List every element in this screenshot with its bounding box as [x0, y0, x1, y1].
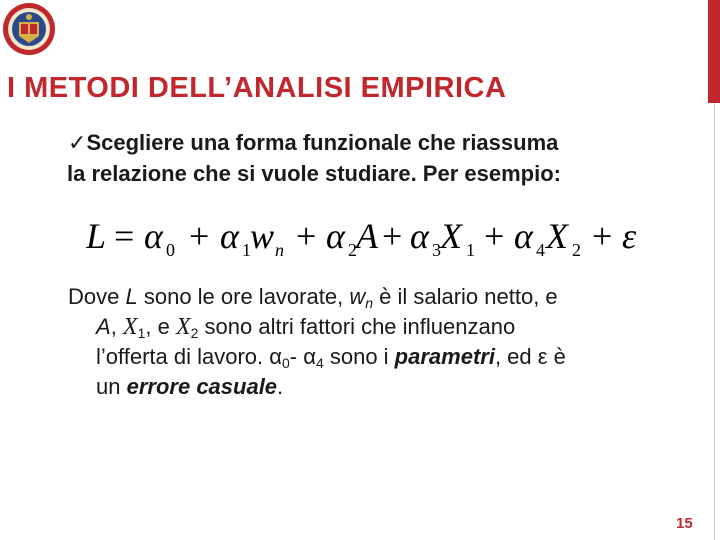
formula-equals: = — [114, 216, 135, 256]
paragraph-line-1: Dove L sono le ore lavorate, $w_n$ è il salario netto, e — [68, 284, 558, 311]
formula-w-sub: n — [275, 240, 284, 260]
formula-plus-3: + — [382, 216, 403, 256]
checkmark-icon: ✓ — [68, 130, 87, 155]
var-X2: X — [175, 314, 191, 340]
bullet-line-2: la relazione che si vuole studiare. Per esempio: — [67, 161, 561, 186]
var-w: w — [349, 284, 366, 309]
var-w-sub: n — [365, 295, 373, 311]
formula-plus-2: + — [296, 216, 317, 256]
formula-plus-4: + — [484, 216, 505, 256]
formula-alpha1: α — [220, 216, 239, 256]
formula-alpha0: α — [144, 216, 163, 256]
accent-bar — [708, 0, 720, 103]
formula-A: A — [356, 216, 378, 256]
formula-alpha2: α — [326, 216, 345, 256]
formula-X1: X — [440, 216, 462, 256]
slide-title: I METODI DELL’ANALISI EMPIRICA — [7, 72, 507, 104]
regression-formula — [86, 212, 686, 264]
var-L: L — [125, 284, 138, 309]
formula-w: w — [250, 216, 275, 256]
formula-X2-sub: 2 — [572, 240, 581, 260]
term-errore: errore — [126, 374, 191, 399]
university-seal-logo — [2, 2, 56, 56]
bullet-item — [68, 127, 668, 189]
explanation-paragraph — [68, 282, 668, 402]
formula-plus-1: + — [189, 216, 210, 256]
paragraph-line-2: A, $X_1$, e $X_2$ sono altri fattori che influenzano — [96, 314, 516, 341]
formula-alpha2-sub: 2 — [348, 240, 357, 260]
formula-plus-5: + — [592, 216, 613, 256]
formula-X1-sub: 1 — [466, 240, 475, 260]
var-A: A — [96, 314, 111, 339]
formula-L: L — [86, 216, 107, 256]
formula-epsilon: ε — [622, 216, 637, 256]
formula-X2: X — [546, 216, 568, 256]
var-X1: X — [122, 314, 138, 340]
formula-alpha3: α — [410, 216, 429, 256]
paragraph-line-4: un errore casuale. — [96, 374, 284, 399]
paragraph-line-3: l’offerta di lavoro. $\alpha_0-$ $\alpha_4$ sono i parametri, ed ε è — [96, 344, 566, 371]
formula-alpha1-sub: 1 — [242, 240, 251, 260]
formula-alpha3-sub: 3 — [432, 240, 441, 260]
divider-line — [714, 103, 715, 540]
formula-alpha4-sub: 4 — [536, 240, 545, 260]
formula-alpha0-sub: 0 — [166, 240, 175, 260]
formula-alpha4: α — [514, 216, 533, 256]
term-parametri: parametri — [394, 344, 495, 369]
page-number: 15 — [676, 515, 693, 532]
bullet-line-1: Scegliere una forma funzionale che riassuma — [86, 130, 559, 155]
term-casuale: casuale — [196, 374, 278, 399]
